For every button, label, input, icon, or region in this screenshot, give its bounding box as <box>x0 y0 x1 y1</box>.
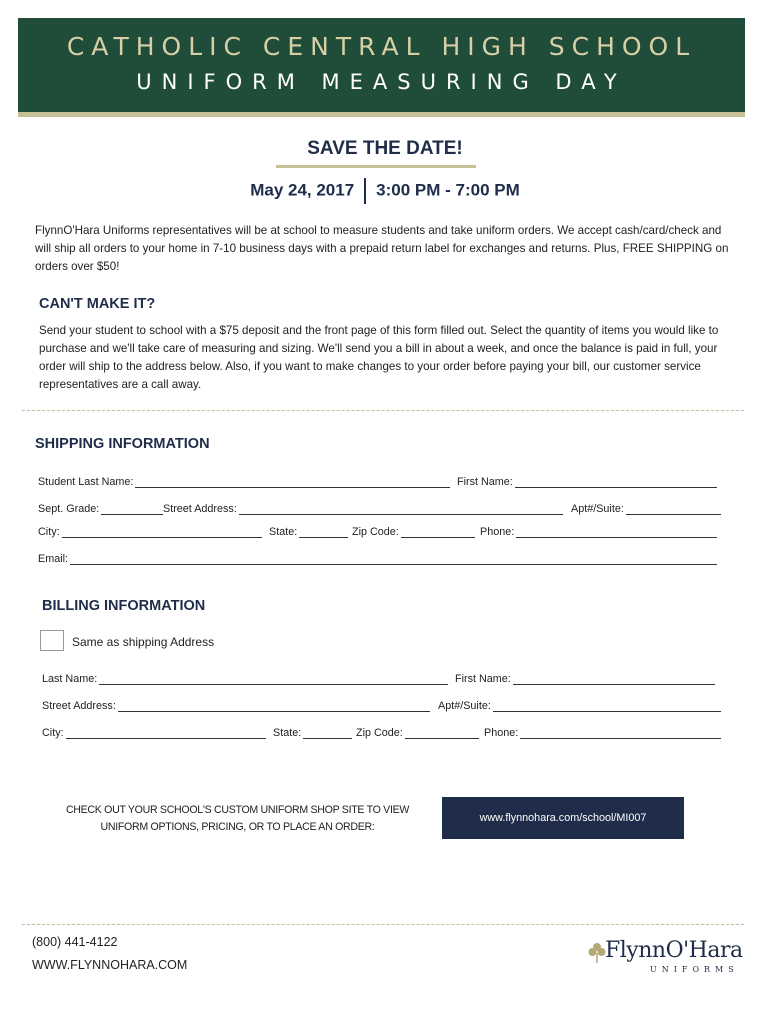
date-time-separator <box>364 178 366 204</box>
billing-phone-field[interactable] <box>484 727 721 739</box>
field-line[interactable] <box>62 527 262 538</box>
shipping-phone-field[interactable] <box>480 526 717 538</box>
field-line[interactable] <box>70 554 717 565</box>
field-label: Last Name: <box>42 673 98 685</box>
event-date: May 24, 2017 <box>250 180 355 200</box>
billing-last-name-field[interactable] <box>42 673 448 685</box>
flynnohara-logo <box>588 938 748 978</box>
field-label: Apt#/Suite: <box>438 700 491 712</box>
field-line[interactable] <box>239 504 563 515</box>
field-line[interactable] <box>99 674 448 685</box>
field-line[interactable] <box>118 701 430 712</box>
field-label: Student Last Name: <box>38 476 134 488</box>
email-field[interactable] <box>38 553 717 565</box>
field-line[interactable] <box>405 728 479 739</box>
field-line[interactable] <box>66 728 266 739</box>
field-line[interactable] <box>401 527 475 538</box>
field-label: Phone: <box>484 727 519 739</box>
billing-heading: BILLING INFORMATION <box>42 598 206 614</box>
billing-first-name-field[interactable] <box>455 673 715 685</box>
same-as-shipping-checkbox[interactable] <box>40 630 64 651</box>
field-label: Street Address: <box>42 700 116 712</box>
field-line[interactable] <box>299 527 348 538</box>
field-label: Email: <box>38 553 68 565</box>
section-divider <box>22 410 744 411</box>
billing-city-field[interactable] <box>42 727 266 739</box>
field-label: Zip Code: <box>352 526 399 538</box>
field-label: Zip Code: <box>356 727 403 739</box>
same-as-shipping-label: Same as shipping Address <box>72 635 215 649</box>
billing-state-field[interactable] <box>273 727 352 739</box>
shipping-first-name-field[interactable] <box>457 476 717 488</box>
field-line[interactable] <box>515 477 717 488</box>
field-label: First Name: <box>457 476 513 488</box>
grade-field[interactable] <box>38 503 163 515</box>
shipping-apt-field[interactable] <box>571 503 721 515</box>
field-label: City: <box>42 727 64 739</box>
footer-divider <box>22 924 744 925</box>
footer-phone: (800) 441-4122 <box>32 935 118 949</box>
shamrock-icon <box>588 942 606 964</box>
field-label: Apt#/Suite: <box>571 503 624 515</box>
billing-zip-field[interactable] <box>356 727 479 739</box>
field-line[interactable] <box>135 477 450 488</box>
school-name: CATHOLIC CENTRAL HIGH SCHOOL <box>66 32 697 61</box>
field-label: State: <box>269 526 298 538</box>
field-label: City: <box>38 526 60 538</box>
event-title: UNIFORM MEASURING DAY <box>136 70 627 94</box>
field-label: First Name: <box>455 673 511 685</box>
student-last-name-field[interactable] <box>38 476 450 488</box>
logo-wordmark: FlynnO'Hara <box>605 938 743 963</box>
shipping-street-field[interactable] <box>163 503 563 515</box>
cant-make-it-paragraph: Send your student to school with a $75 deposit and the front page of this form filled out. Select the quantity of items you would like to purchase and we'll take care of measuring and sizing. We'll send you a bill in about a week, and once the balance is paid in full, your order will ship to the address below. Also, if you want to make changes to your order before paying your bill, our customer service representatives are a call away. <box>39 324 719 391</box>
intro-paragraph: FlynnO'Hara Uniforms representatives will be at school to measure students and take uniform orders. We accept cash/card/check and will ship all orders to your home in 7-10 business days with a prepaid return label for exchanges and returns. Plus, FREE SHIPPING on orders over $50! <box>35 224 729 273</box>
uniform-shop-link-button[interactable]: www.flynnohara.com/school/MI007 <box>442 797 684 839</box>
event-time: 3:00 PM - 7:00 PM <box>376 180 520 200</box>
shipping-heading: SHIPPING INFORMATION <box>35 436 210 452</box>
field-label: Street Address: <box>163 503 237 515</box>
header-banner <box>18 18 745 117</box>
save-date-underline <box>276 165 476 168</box>
field-label: Phone: <box>480 526 515 538</box>
shipping-zip-field[interactable] <box>352 526 475 538</box>
field-label: State: <box>273 727 302 739</box>
shipping-city-field[interactable] <box>38 526 262 538</box>
field-line[interactable] <box>493 701 721 712</box>
field-label: Sept. Grade: <box>38 503 100 515</box>
field-line[interactable] <box>101 504 163 515</box>
shipping-state-field[interactable] <box>269 526 348 538</box>
event-date-time <box>0 178 770 204</box>
field-line[interactable] <box>303 728 352 739</box>
uniform-shop-callout: CHECK OUT YOUR SCHOOL'S CUSTOM UNIFORM SHOP SITE TO VIEW UNIFORM OPTIONS, PRICING, OR TO PLACE AN ORDER: <box>65 804 410 833</box>
field-line[interactable] <box>626 504 721 515</box>
billing-street-field[interactable] <box>42 700 430 712</box>
billing-apt-field[interactable] <box>438 700 721 712</box>
logo-subtitle: UNIFORMS <box>650 965 739 974</box>
save-the-date-heading: SAVE THE DATE! <box>307 138 463 159</box>
field-line[interactable] <box>513 674 715 685</box>
field-line[interactable] <box>520 728 721 739</box>
field-line[interactable] <box>516 527 717 538</box>
cant-make-it-heading: CAN'T MAKE IT? <box>39 296 156 312</box>
footer-website: WWW.FLYNNOHARA.COM <box>32 958 188 972</box>
